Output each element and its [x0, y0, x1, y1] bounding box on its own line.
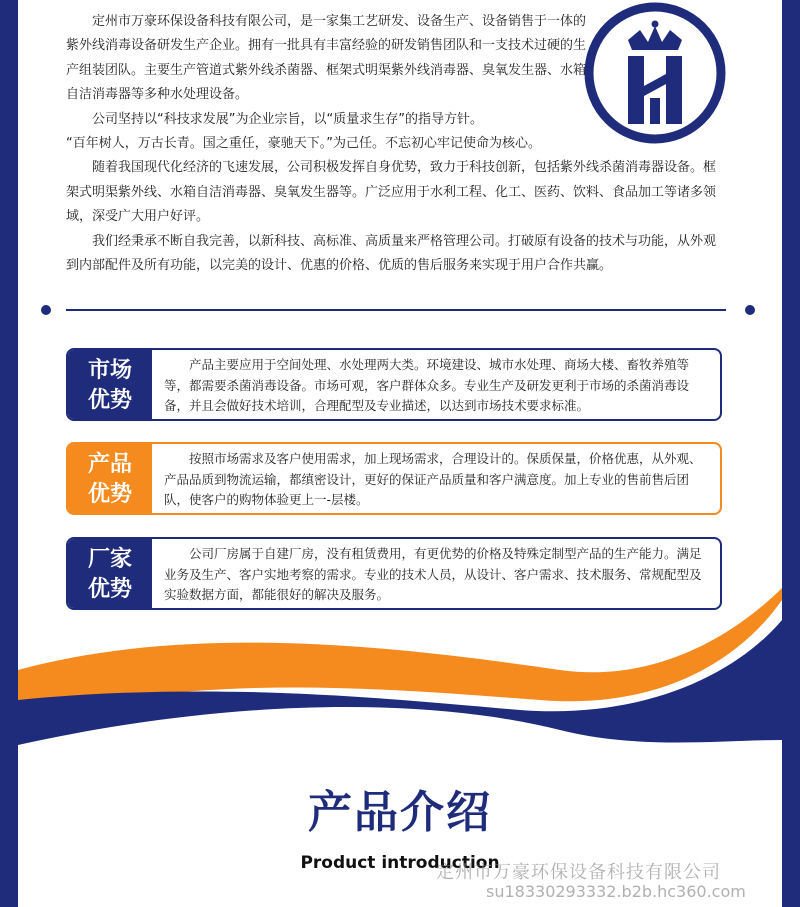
- intro-paragraph: 公司坚持以“科技求发展”为企业宗旨，以“质量求生存”的指导方针。: [92, 111, 483, 127]
- advantage-text: 公司厂房属于自建厂房，没有租赁费用，有更优势的价格及特殊定制型产品的生产能力。满足业务及生产、客户实地考察的需求。专业的技术人员，从设计、客户需求、技术服务、常规配型及实验数据方面，都能很好的解决及服务。: [164, 546, 702, 602]
- divider-dot-left: [41, 305, 51, 315]
- divider-dot-right: [745, 305, 755, 315]
- section-divider: [66, 309, 726, 311]
- intro-paragraph: 随着我国现代化经济的飞速发展，公司积极发挥自身优势，致力于科技创新，包括紫外线杀菌消毒器设备。框架式明渠紫外线、水箱自洁消毒器、臭氧发生器等。广泛应用于水利工程、化工、医药、饮料、食品加工等诸多领域，深受广大用户好评。: [66, 160, 717, 225]
- advantage-card-market: [66, 348, 722, 421]
- advantage-label: 厂家 优势: [68, 539, 152, 608]
- intro-paragraph: “百年树人，万古长青。国之重任，豪驰天下。”为己任。不忘初心牢记使命为核心。: [66, 136, 541, 152]
- advantage-card-product: [66, 442, 722, 515]
- left-frame-bar: [0, 0, 18, 907]
- intro-paragraph: 我们经秉承不断自我完善，以新科技、高标准、高质量来严格管理公司。打破原有设备的技术与功能，从外观到内部配件及所有功能，以完美的设计、优惠的价格、优质的售后服务来实现于用户合作共赢。: [66, 233, 717, 274]
- advantage-text: 产品主要应用于空间处理、水处理两大类。环境建设、城市水处理、商场大楼、畜牧养殖等等，都需要杀菌消毒设备。市场可观，客户群体众多。专业生产及研发更利于市场的杀菌消毒设备，并且会做好技术培训，合理配型及专业描述，以达到市场技术要求标准。: [164, 357, 690, 413]
- decorative-waves: [0, 560, 800, 760]
- intro-paragraph: 定州市万豪环保设备科技有限公司，是一家集工艺研发、设备生产、设备销售于一体的紫外线消毒设备研发生产企业。拥有一批具有丰富经验的研发销售团队和一支技术过硬的生产组装团队。主要生产管道式紫外线杀菌器、框架式明渠紫外线消毒器、臭氧发生器、水箱自洁消毒器等多种水处理设备。: [66, 14, 587, 103]
- watermark-site: su18330293332.b2b.hc360.com: [486, 882, 746, 901]
- advantage-text: 按照市场需求及客户使用需求，加上现场需求，合理设计的。保质保量，价格优惠，从外观、产品品质到物流运输，都缜密设计，更好的保证产品质量和客户满意度。加上专业的售前售后团队，使客户的购物体验更上一-层楼。: [164, 451, 702, 507]
- section-title: 产品介绍: [308, 787, 492, 838]
- advantage-label: 市场 优势: [68, 350, 152, 419]
- advantage-label: 产品 优势: [68, 444, 152, 513]
- watermark-company: 定州市万豪环保设备科技有限公司: [436, 862, 721, 883]
- company-logo: [584, 2, 726, 144]
- section-subtitle: Product introduction: [300, 853, 500, 873]
- right-frame-bar: [782, 0, 800, 907]
